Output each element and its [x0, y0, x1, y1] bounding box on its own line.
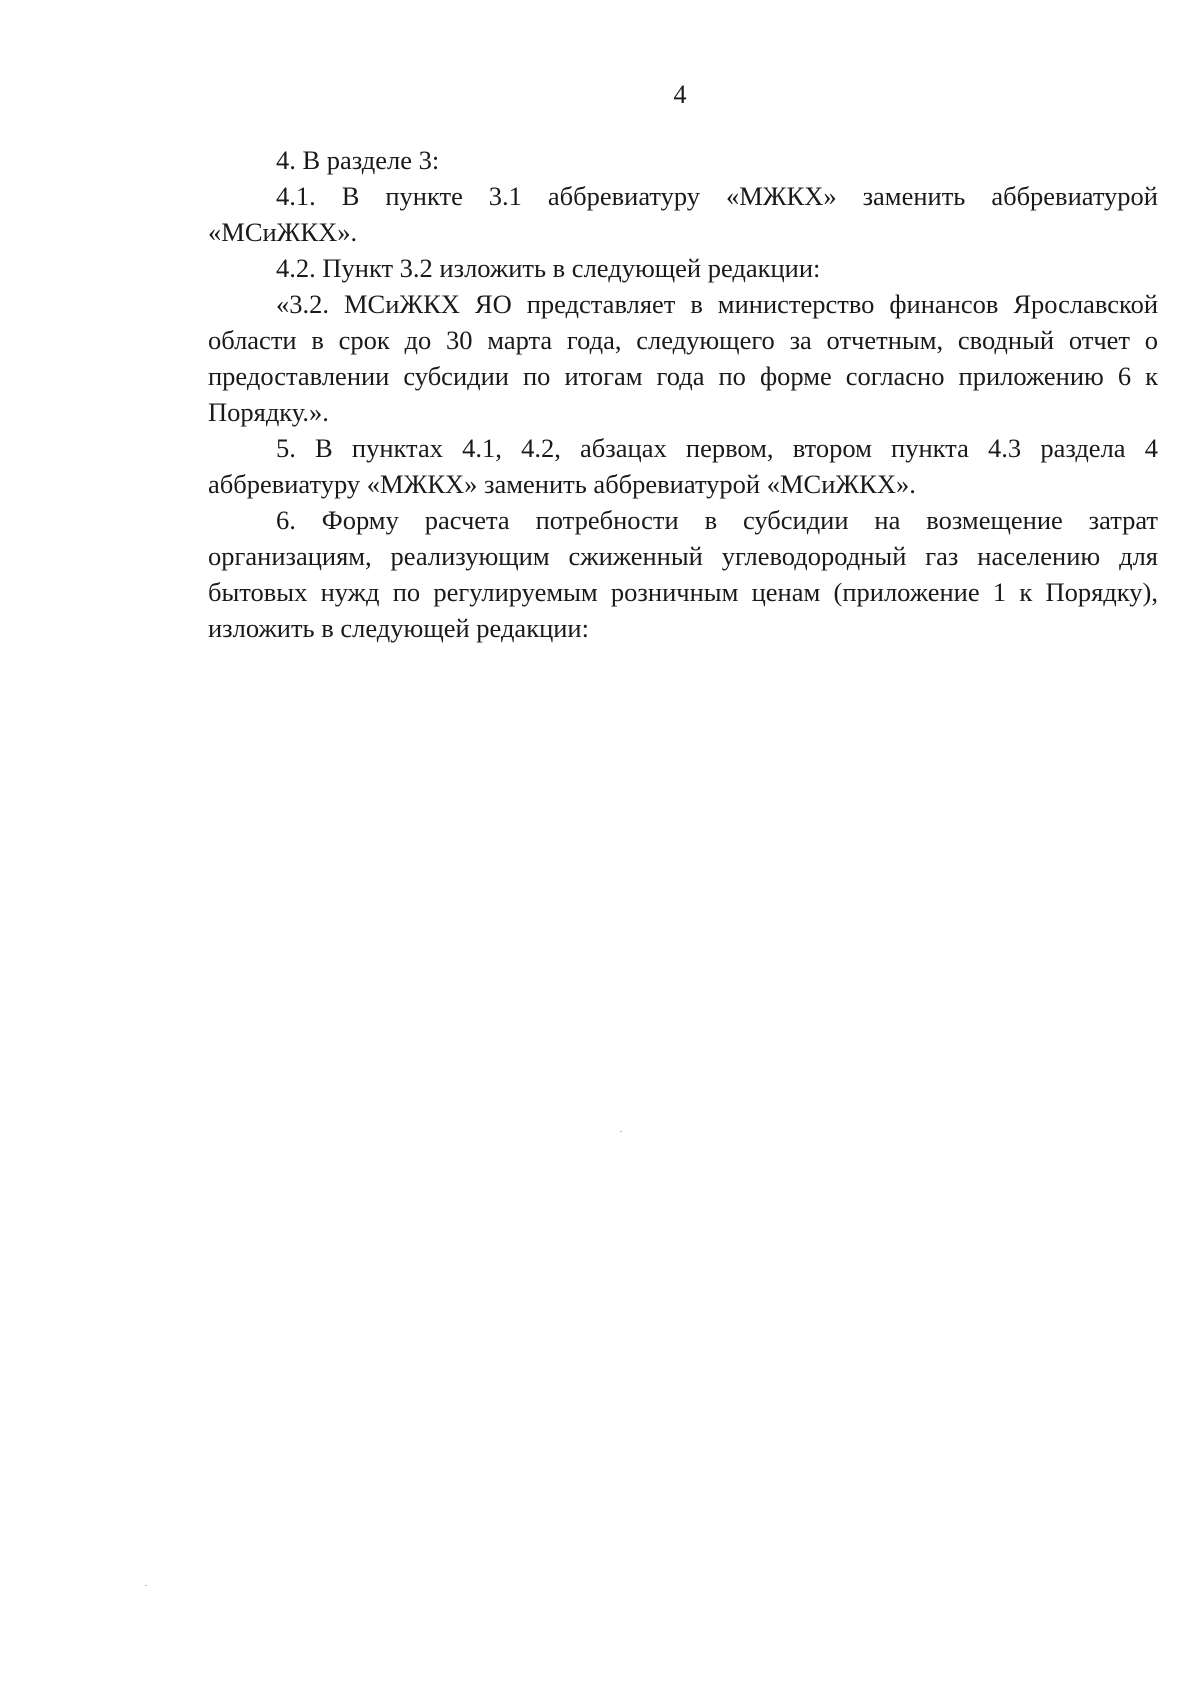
paragraph-section-3-heading: 4. В разделе 3: [276, 145, 440, 175]
document-body [208, 142, 1158, 646]
scan-speck [620, 1131, 622, 1132]
scan-speck [145, 1585, 147, 1586]
paragraph-quoted-3-2: «3.2. МСиЖКХ ЯО представляет в министерство финансов Ярославской области в срок до 30 марта года, следующего за отчетным, сводный отчет о предоставлении субсидии по итогам года по форме согласно приложению 6 к Порядку.». [208, 289, 1158, 427]
page-number: 4 [673, 80, 687, 109]
paragraph-item-5: 5. В пунктах 4.1, 4.2, абзацах первом, втором пункта 4.3 раздела 4 аббревиатуру «МЖКХ» заменить аббревиатурой «МСиЖКХ». [208, 433, 1158, 499]
paragraph-item-6: 6. Форму расчета потребности в субсидии на возмещение затрат организациям, реализующим сжиженный углеводородный газ населению для бытовых нужд по регулируемым розничным ценам (приложение 1 к Порядку), изложить в следующей редакции: [208, 505, 1158, 643]
paragraph-item-4-1: 4.1. В пункте 3.1 аббревиатуру «МЖКХ» заменить аббревиатурой «МСиЖКХ». [208, 181, 1158, 247]
paragraph-item-4-2: 4.2. Пункт 3.2 изложить в следующей редакции: [276, 253, 821, 283]
